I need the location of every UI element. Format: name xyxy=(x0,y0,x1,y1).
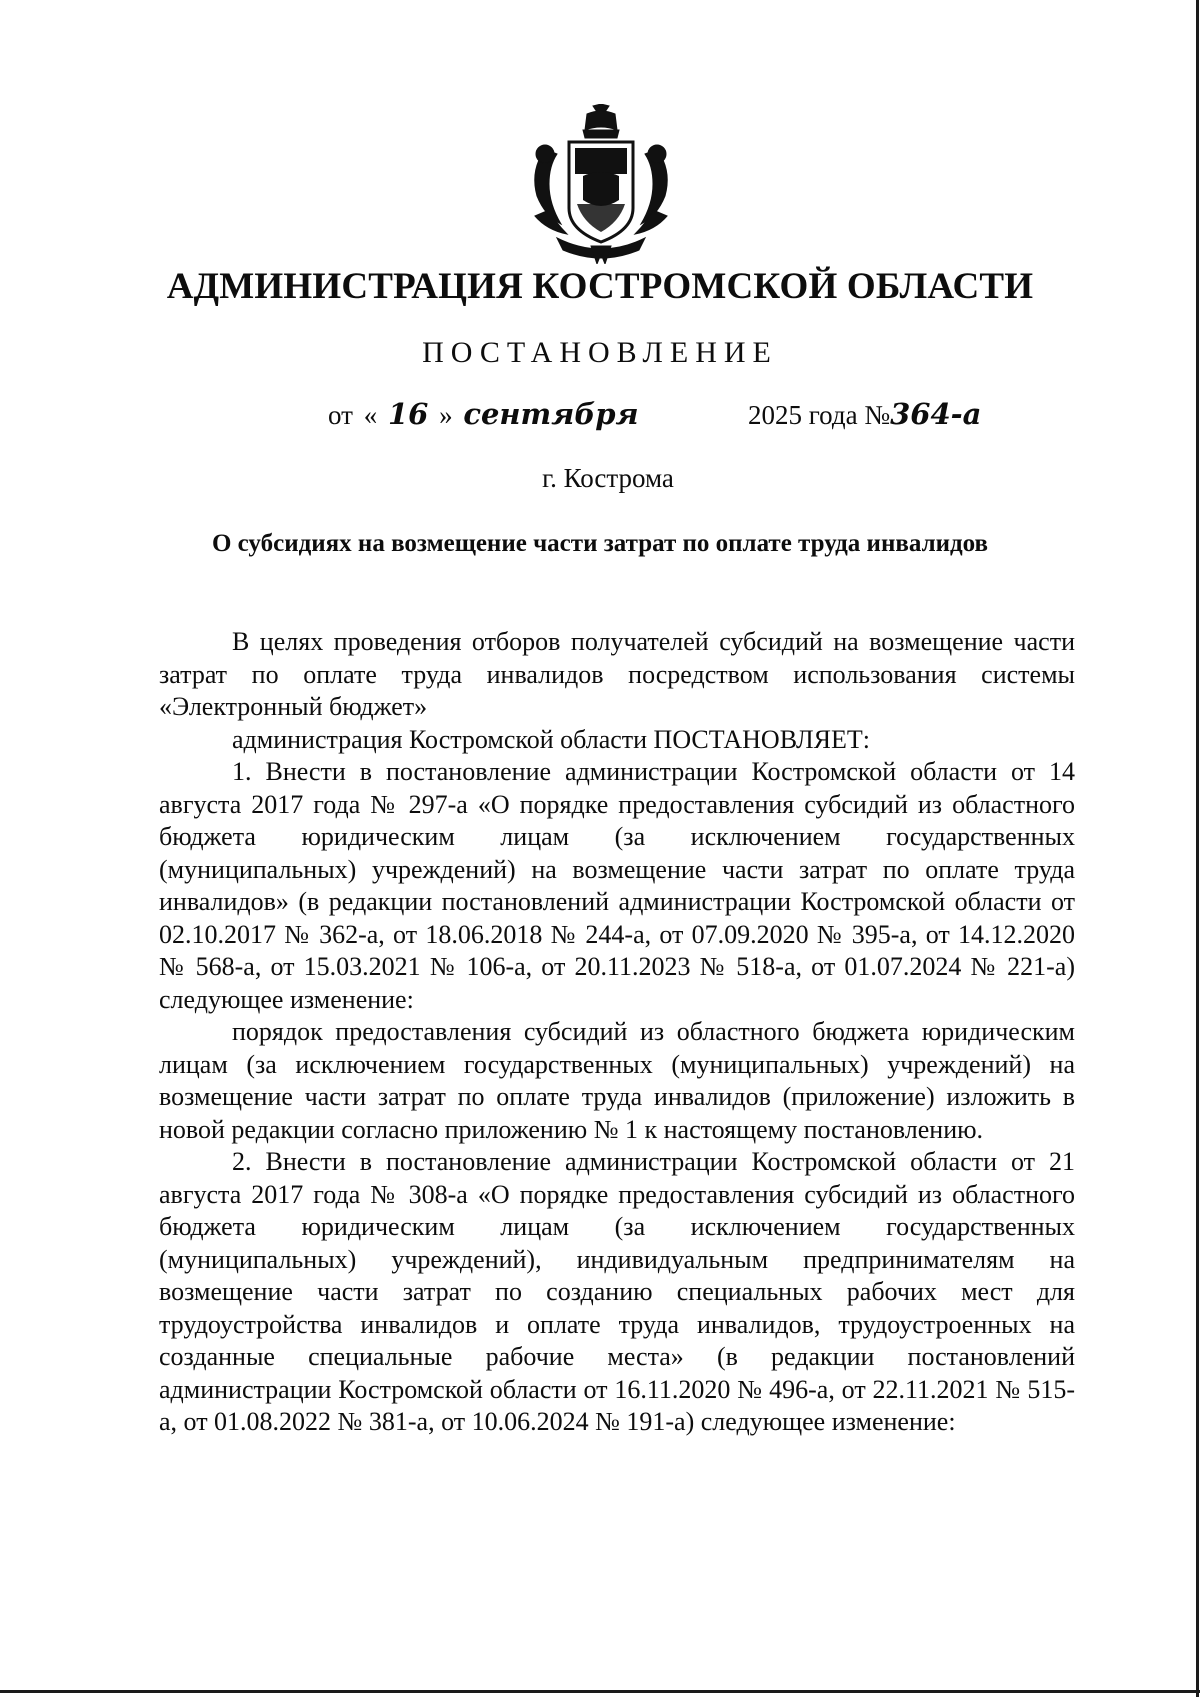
handwritten-month: сентября xyxy=(463,397,639,431)
quote-close: » xyxy=(439,400,453,430)
city-name: г. Кострома xyxy=(542,463,674,493)
handwritten-number: 364-а xyxy=(890,397,982,431)
body-paragraph: 2. Внести в постановление администрации Костромской области от 21 августа 2017 года № 308-а «О порядке предоставления субсидий из областного бюджета юридическим лицам (за исключением государственных (муниципальных) учреждений), индивидуальным предпринимателям на возмещение части затрат по созданию специальных рабочих мест для трудоустройства инвалидов и оплате труда инвалидов, трудоустроенных на созданные специальные рабочие места» (в редакции постановлений администрации Костромской области от 16.11.2020 № 496-а, от 22.11.2021 № 515-а, от 01.08.2022 № 381-а, от 10.06.2024 № 191-а) следующее изменение: xyxy=(159,1147,1075,1436)
document-subject: О субсидиях на возмещение части затрат по оплате труда инвалидов xyxy=(211,530,989,557)
document-number xyxy=(748,397,981,431)
body-paragraph: В целях проведения отборов получателей субсидий на возмещение части затрат по оплате труда инвалидов посредством использования системы «Электронный бюджет» xyxy=(159,627,1075,721)
document-type: ПОСТАНОВЛЕНИЕ xyxy=(422,336,778,369)
organization-name: АДМИНИСТРАЦИЯ КОСТРОМСКОЙ ОБЛАСТИ xyxy=(166,266,1034,307)
date-prefix: от xyxy=(328,400,353,430)
document-body xyxy=(159,626,1075,1439)
body-paragraph: порядок предоставления субсидий из областного бюджета юридическим лицам (за исключением государственных (муниципальных) учреждений) на возмещение части затрат по оплате труда инвалидов (приложение) изложить в новой редакции согласно приложению № 1 к настоящему постановлению. xyxy=(159,1017,1075,1144)
document-date xyxy=(328,397,639,431)
year-text: 2025 года № xyxy=(748,400,891,430)
page-edge-bottom xyxy=(0,1690,1200,1693)
handwritten-day: 16 xyxy=(387,397,429,431)
page-edge-right xyxy=(1196,0,1199,1697)
body-paragraph: 1. Внести в постановление администрации Костромской области от 14 августа 2017 года № 297-а «О порядке предоставления субсидий из областного бюджета юридическим лицам (за исключением государственных (муниципальных) учреждений) на возмещение части затрат по оплате труда инвалидов» (в редакции постановлений администрации Костромской области от 02.10.2017 № 362-а, от 18.06.2018 № 244-а, от 07.09.2020 № 395-а, от 14.12.2020 № 568-а, от 15.03.2021 № 106-а, от 20.11.2023 № 518-а, от 01.07.2024 № 221-а) следующее изменение: xyxy=(159,757,1075,1014)
coat-of-arms-emblem xyxy=(527,104,675,264)
body-paragraph: администрация Костромской области ПОСТАНОВЛЯЕТ: xyxy=(232,724,871,754)
quote-open: « xyxy=(363,400,378,430)
